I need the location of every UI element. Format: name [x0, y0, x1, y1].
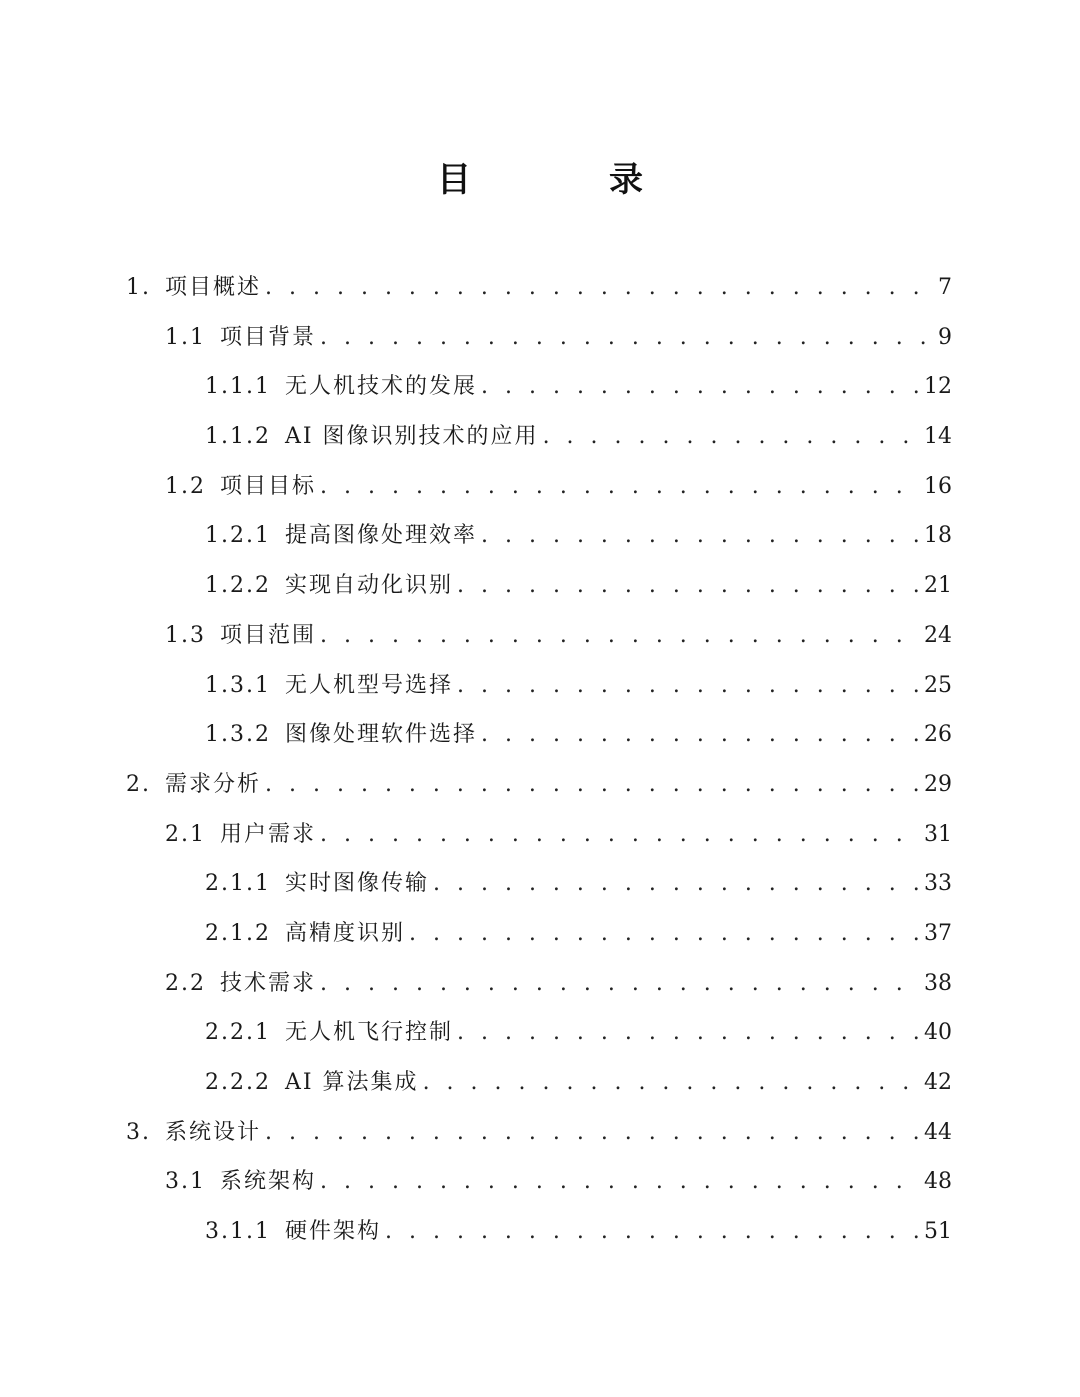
- toc-dot-leader: [385, 1207, 920, 1257]
- toc-entry[interactable]: [0, 710, 1080, 760]
- toc-dot-leader: [320, 959, 920, 1009]
- toc-entry[interactable]: [0, 1207, 1080, 1257]
- toc-dot-leader: [481, 710, 920, 760]
- toc-entry[interactable]: [0, 561, 1080, 611]
- toc-entry-title: 需求分析: [165, 771, 262, 797]
- toc-entry-page: 18: [924, 523, 952, 549]
- toc-entry-number: 1.3.1: [205, 672, 271, 698]
- toc-entry-page: 37: [924, 920, 952, 946]
- toc-entry-number: 2.1.1: [205, 871, 271, 897]
- toc-entry-number: 1.2: [165, 473, 206, 499]
- toc-entry-number: 1.3.2: [205, 722, 271, 748]
- toc-entry[interactable]: [0, 760, 1080, 810]
- toc-dot-leader: [433, 859, 920, 909]
- toc-dot-leader: [543, 412, 920, 462]
- toc-entry[interactable]: [0, 1008, 1080, 1058]
- toc-entry-page: 9: [938, 324, 952, 350]
- toc-entry-number: 2.2: [165, 970, 206, 996]
- toc-entry-title: 图像处理软件选择: [284, 722, 477, 748]
- toc-entry-page: 40: [924, 1020, 952, 1046]
- toc-entry[interactable]: [0, 810, 1080, 860]
- toc-entry-page: 16: [924, 473, 952, 499]
- toc-entry-number: 1.1.2: [205, 424, 271, 450]
- toc-dot-leader: [265, 263, 934, 313]
- toc-entry[interactable]: [0, 611, 1080, 661]
- toc-entry-title: 实时图像传输: [284, 871, 429, 897]
- toc-entry-number: 1.2.2: [205, 573, 271, 599]
- toc-entry-page: 24: [924, 622, 952, 648]
- toc-dot-leader: [457, 561, 920, 611]
- toc-entry[interactable]: [0, 959, 1080, 1009]
- toc-entry-number: 2.1.2: [205, 920, 271, 946]
- toc-entry[interactable]: [0, 661, 1080, 711]
- toc-entry-page: 29: [924, 771, 952, 797]
- toc-entry-page: 26: [924, 722, 952, 748]
- toc-entry-title: AI 算法集成: [284, 1070, 419, 1095]
- toc-entry-title: 项目背景: [220, 324, 317, 350]
- toc-entry[interactable]: [0, 412, 1080, 462]
- toc-entry-page: 31: [924, 821, 952, 847]
- toc-entry-page: 38: [924, 970, 952, 996]
- toc-entry[interactable]: [0, 859, 1080, 909]
- toc-entry-number: 3.1: [165, 1169, 206, 1195]
- toc-entry[interactable]: [0, 362, 1080, 412]
- toc-dot-leader: [320, 313, 934, 363]
- toc-entry-page: 12: [924, 374, 952, 400]
- toc-entry-title: AI 图像识别技术的应用: [284, 424, 539, 450]
- toc-entry-number: 2.2.1: [205, 1020, 271, 1046]
- toc-entry-page: 7: [938, 275, 952, 300]
- toc-entry-title: 无人机技术的发展: [284, 374, 477, 400]
- toc-entry-page: 44: [924, 1119, 952, 1145]
- toc-entry-title: 系统设计: [165, 1119, 262, 1145]
- toc-entry-number: 1.3: [165, 622, 206, 648]
- toc-dot-leader: [457, 1008, 920, 1058]
- toc-entry-page: 14: [924, 424, 952, 450]
- toc-dot-leader: [320, 1157, 920, 1207]
- toc-entry-number: 2.2.2: [205, 1070, 271, 1095]
- toc-entry-number: 2.1: [165, 821, 206, 847]
- toc-entry-page: 33: [924, 871, 952, 897]
- toc-dot-leader: [320, 462, 920, 512]
- toc-entry-title: 无人机飞行控制: [284, 1020, 453, 1046]
- toc-entry[interactable]: [0, 462, 1080, 512]
- toc-entry-number: 1.: [126, 275, 151, 300]
- toc-entry[interactable]: [0, 909, 1080, 959]
- toc-entry-page: 48: [924, 1169, 952, 1195]
- toc-dot-leader: [265, 760, 920, 810]
- toc-dot-leader: [265, 1108, 920, 1158]
- toc-dot-leader: [457, 661, 920, 711]
- toc-entry-title: 实现自动化识别: [284, 573, 453, 599]
- toc-dot-leader: [423, 1058, 920, 1108]
- toc-entry-title: 项目目标: [220, 473, 317, 499]
- toc-entry-number: 3.: [126, 1119, 151, 1145]
- toc-entry-page: 21: [924, 573, 952, 599]
- toc-entry[interactable]: [0, 1058, 1080, 1108]
- toc-title: 目 录: [437, 160, 695, 200]
- toc-entry-number: 2.: [126, 771, 151, 797]
- toc-entry-title: 无人机型号选择: [284, 672, 453, 698]
- toc-entry-number: 1.1.1: [205, 374, 271, 400]
- toc-entry-title: 硬件架构: [284, 1219, 381, 1245]
- toc-entry-page: 51: [924, 1219, 952, 1245]
- toc-entry[interactable]: [0, 511, 1080, 561]
- toc-entry[interactable]: [0, 263, 1080, 313]
- toc-dot-leader: [320, 810, 920, 860]
- toc-entry[interactable]: [0, 1108, 1080, 1158]
- toc-dot-leader: [320, 611, 920, 661]
- toc-dot-leader: [409, 909, 920, 959]
- toc-entry-number: 3.1.1: [205, 1219, 271, 1245]
- toc-entry-page: 25: [924, 672, 952, 698]
- toc-entry-title: 提高图像处理效率: [284, 523, 477, 549]
- toc-dot-leader: [481, 362, 920, 412]
- toc-dot-leader: [481, 511, 920, 561]
- toc-entry[interactable]: [0, 313, 1080, 363]
- toc-entry-title: 项目概述: [165, 275, 262, 300]
- toc-entry[interactable]: [0, 1157, 1080, 1207]
- toc-entry-title: 项目范围: [220, 622, 317, 648]
- toc-entry-title: 系统架构: [220, 1169, 317, 1195]
- toc-list: [0, 263, 1080, 1257]
- toc-entry-number: 1.2.1: [205, 523, 271, 549]
- toc-entry-number: 1.1: [165, 324, 206, 350]
- toc-entry-title: 技术需求: [220, 970, 317, 996]
- toc-entry-page: 42: [924, 1070, 952, 1095]
- toc-entry-title: 用户需求: [220, 821, 317, 847]
- toc-entry-title: 高精度识别: [284, 920, 405, 946]
